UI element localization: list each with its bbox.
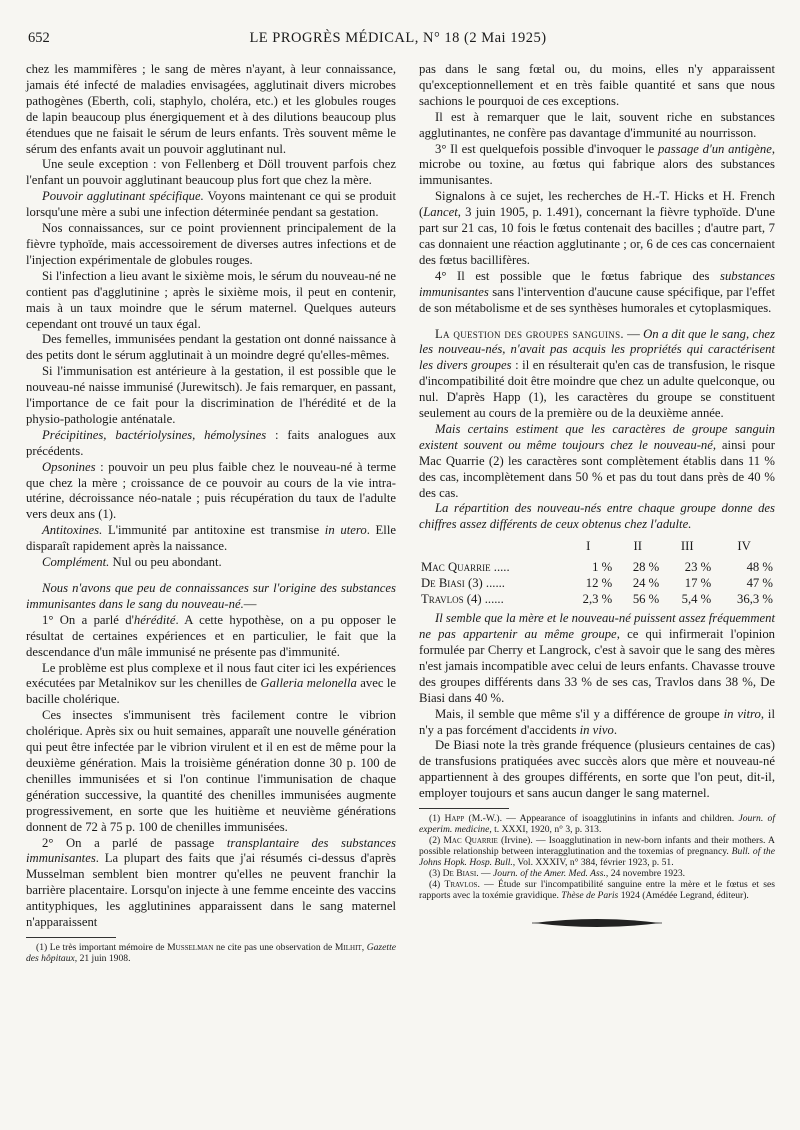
table-header-row — [419, 539, 775, 559]
run-in-heading: Complément. — [42, 555, 110, 570]
paragraph: Antitoxines. L'immunité par antitoxine est transmise in utero. Elle disparaît rapidement après la naissance. — [26, 523, 396, 554]
row-label: Travlos (4) ...... — [421, 592, 504, 607]
table-row — [419, 591, 775, 607]
paragraph: pas dans le sang fœtal ou, du moins, elles n'y apparaissent qu'exceptionnellement et en très faible quantité et sans que nous sachions le pourquoi de ces exceptions. — [419, 62, 775, 108]
running-title: LE PROGRÈS MÉDICAL, N° 18 (2 Mai 1925) — [249, 30, 547, 46]
section-paragraph: La question des groupes sanguins. — On a dit que le sang, chez les nouveau-nés, n'avait pas acquis les propriétés qui caractérisent les divers groupes : il en résulterait qu'en cas de transfusion, le risque d'incompatibilité doit être moindre que chez un adulte quelconque, ou nul. D'après Happ (1), les caractères du groupe se constituent seulement au cours de la première ou de la deuxième année. — [419, 326, 775, 421]
table-cell: 48 % — [746, 560, 773, 575]
paragraph: Des femelles, immunisées pendant la gestation ont donné naissance à des petits dont le sérum agglutinait à un moindre degré qu'elles-mêmes. — [26, 332, 396, 363]
page-number: 652 — [28, 30, 50, 46]
table-cell: 17 % — [684, 576, 712, 591]
paragraph: 1° On a parlé d'hérédité. A cette hypothèse, on a pu opposer le résultat de certaines expériences et en particulier, le fait que la descendance d'un mâle immunisé ne présente pas d'immunité. — [26, 612, 396, 659]
paragraph: La répartition des nouveau-nés entre chaque groupe donne des chiffres assez différents de ceux obtenus chez l'adulte. — [419, 501, 775, 532]
row-label: De Biasi (3) ...... — [421, 576, 505, 591]
paragraph: Mais certains estiment que les caractères de groupe sanguin existent souvent ou même toujours chez le nouveau-né, ainsi pour Mac Quarrie (2) les caractères sont complètement établis dans 11 % des cas, incomplètement dans 50 % et pas du tout dans près de 40 % des cas. — [419, 421, 775, 500]
paragraph: 4° Il est possible que le fœtus fabrique des substances immunisantes sans l'intervention d'aucune cause spécifique, par l'effet de son métabolisme et de ses synthèses humorales et cytoplasmiques. — [419, 268, 775, 315]
paragraph: Si l'infection a lieu avant le sixième mois, le sérum du nouveau-né ne contient pas d'agglutinine ; après le sixième mois, il peut en contenir, mais à un taux moindre que le sérum maternel. Quelques auteurs cependant ont trouvé un taux égal. — [26, 268, 396, 331]
run-in-heading: Opsonines — [42, 459, 96, 474]
table-cell: 1 % — [592, 560, 613, 575]
footnote: (2) Mac Quarrie (Irvine). — Isoagglutination in new-born infants and their mothers. A possible relationship between interagglutination and the toxemias of pregnancy. Bull. of the Johns Hopk. Hosp. Bull., Vol. XXXIV, n° 384, février 1923, p. 51. — [419, 835, 775, 869]
right-column — [419, 62, 775, 931]
running-header — [28, 30, 768, 56]
paragraph: 2° On a parlé de passage transplantaire des substances immunisantes. La plupart des faits que j'ai résumés ci-dessus d'après Musselman semblent bien montrer qu'elles ne peuvent franchir la barrière placentaire. Lorsqu'on injecte à une femme enceinte des vaccins antityphiques, les agglutinines apparaissent dans le sang maternel n'apparaissent — [26, 835, 396, 930]
column-header: IV — [737, 539, 751, 554]
paragraph: Il semble que la mère et le nouveau-né puissent assez fréquemment ne pas appartenir au même groupe, ce qui infirmerait l'opinion formulée par Cherry et Langrock, c'est à savoir que le sang des mères n'est jamais incompatible avec celui de leurs enfants. Chavasse trouve des groupes différents dans 33 % de ses cas, Travlos dans 38 %, De Biasi dans 40 %. — [419, 611, 776, 705]
paragraph: Une seule exception : von Fellenberg et Döll trouvent parfois chez l'enfant un pouvoir agglutinant beaucoup plus fort que chez la mère. — [26, 157, 396, 188]
footnote-rule — [26, 937, 116, 938]
ornamental-rule — [532, 915, 662, 931]
paragraph: De Biasi note la très grande fréquence (plusieurs centaines de cas) de transfusions pratiquées avec succès alors que mère et nouveau-né appartiennent à des groupes différents, en sorte que l'on peut, dit-il, employer toujours et sans aucun danger le sang maternel. — [419, 738, 775, 801]
paragraph: Complément. Nul ou peu abondant. — [42, 555, 222, 570]
table-cell: 28 % — [632, 560, 660, 575]
footnote-rule — [419, 808, 509, 809]
paragraph: Il est à remarquer que le lait, souvent riche en substances agglutinantes, ne confère pas davantage d'immunité au nourrisson. — [419, 109, 775, 140]
section-heading: La question des groupes sanguins. — [435, 326, 624, 341]
table-cell: 56 % — [632, 592, 660, 607]
column-header: III — [680, 539, 694, 554]
paragraph: Précipitines, bactériolysines, hémolysines : faits analogues aux précédents. — [26, 427, 397, 458]
paragraph: chez les mammifères ; le sang de mères n'ayant, à leur connaissance, jamais été infecté de maladies envisagées, agglutinait divers microbes pathogènes (Eberth, coli, staphylo, choléra, etc.) et les globules rouges de lapin beaucoup plus énergiquement et à des dilutions beaucoup plus étendues que ne faisait le sérum de leurs enfants. Très souvent même le sérum des enfants avait un pouvoir agglutinant nul. — [26, 62, 396, 156]
paragraph: Mais, il semble que même s'il y a différence de groupe in vitro, il n'y a pas forcément d'accidents in vivo. — [419, 706, 775, 737]
table-cell: 24 % — [632, 576, 660, 591]
paragraph: Ces insectes s'immunisent très facilement contre le vibrion cholérique. Après six ou huit semaines, apparaît une nouvelle génération qui peut être infectée par le vibrion virulent et il en est de même pour la deuxième génération. Mais la troisième génération donne 30 p. 100 de chenilles immunisées et si l'on continue l'immunisation de chaque génération successive, la quantité des chenilles immunisées augmente progressivement, en sorte que les huitième et neuvième générations donnent de 72 à 75 p. 100 de chenilles immunisées. — [26, 708, 396, 834]
footnote: (1) Le très important mémoire de Musselman ne cite pas une observation de Milhit, Gazette des hôpitaux, 21 juin 1908. — [26, 941, 396, 964]
left-column — [26, 62, 396, 964]
table-row — [419, 559, 775, 575]
run-in-heading: Pouvoir agglutinant spécifique. — [42, 189, 204, 204]
footnote: (4) Travlos. — Étude sur l'incompatibilité sanguine entre la mère et le fœtus et ses rapports avec la toxémie gravidique. Thèse de Paris 1924 (Amédée Legrand, éditeur). — [419, 879, 775, 902]
paragraph: Si l'immunisation est antérieure à la gestation, il est possible que le nouveau-né naisse immunisé (Jurewitsch). Je fais remarquer, en passant, l'importance de ce fait pour la discrimination de l'hérédité et de la physio-pathologie anténatale. — [26, 364, 396, 426]
paragraph: 3° Il est quelquefois possible d'invoquer le passage d'un antigène, microbe ou toxine, au fœtus qui fabrique alors des substances immunisantes. — [419, 141, 775, 188]
blood-group-table — [419, 539, 775, 607]
paragraph: Le problème est plus complexe et il nous faut citer ici les expériences exécutées par Metalnikov sur les chenilles de Galleria melonella avec le bacille cholérique. — [26, 660, 397, 707]
column-header: II — [633, 539, 642, 554]
column-header: I — [586, 539, 591, 554]
run-in-heading: Antitoxines. — [42, 523, 103, 538]
table-cell: 23 % — [684, 560, 712, 575]
paragraph: Nos connaissances, sur ce point proviennent principalement de la fièvre typhoïde, mais accessoirement de diverses autres infections et de l'injection expérimentale de globules rouges. — [26, 221, 396, 267]
footnote: (1) Happ (M.-W.). — Appearance of isoagglutinins in infants and children. Journ. of experim. medicine, t. XXXI, 1920, n° 3, p. 313. — [419, 813, 775, 836]
table-cell: 5,4 % — [681, 592, 712, 607]
table-cell: 12 % — [585, 576, 613, 591]
paragraph: Opsonines : pouvoir un peu plus faible chez le nouveau-né à terme que chez la mère ; croissance de ce pouvoir au cours de la vie intra-utérine, décroissance néo-natale ; puis récupération du taux de l'adulte vers deux ans (1). — [26, 459, 396, 522]
paragraph: Signalons à ce sujet, les recherches de H.-T. Hicks et H. French (Lancet, 3 juin 1905, p. 1.491), concernant la fièvre typhoïde. D'une part sur 21 cas, 10 fois le fœtus contenait des bacilles ; d'autre part, 7 cas donnaient une réaction agglutinante ; or, 6 de ces cas concernaient des fœtus bacillifères. — [419, 189, 775, 267]
table-cell: 47 % — [746, 576, 773, 591]
section-intro: Nous n'avons que peu de connaissances sur l'origine des substances immunisantes dans le sang du nouveau-né.— — [26, 581, 396, 611]
table-cell: 2,3 % — [582, 592, 613, 607]
run-in-heading: Précipitines, bactériolysines, hémolysines — [42, 427, 267, 442]
row-label: Mac Quarrie ..... — [421, 560, 510, 575]
footnote: (3) De Biasi. — Journ. of the Amer. Med. Ass., 24 novembre 1923. — [429, 868, 686, 880]
table-cell: 36,3 % — [737, 592, 773, 607]
paragraph: Pouvoir agglutinant spécifique. Voyons maintenant ce qui se produit lorsqu'une mère a subi une infection déterminée pendant sa gestation. — [26, 189, 396, 220]
table-row — [419, 575, 775, 591]
